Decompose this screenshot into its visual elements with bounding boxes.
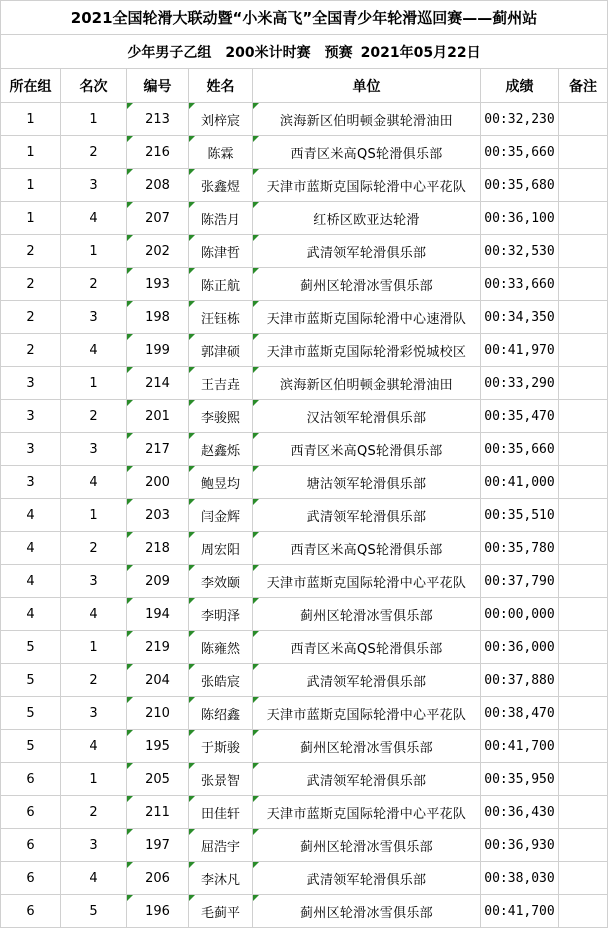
- cell-group: 1: [1, 103, 61, 136]
- cell-name: 张景智: [189, 763, 253, 796]
- table-row: [1, 862, 608, 895]
- cell-unit: 西青区米高QS轮滑俱乐部: [253, 136, 481, 169]
- title-row: [1, 1, 608, 35]
- cell-rank: 4: [61, 598, 127, 631]
- cell-name: 毛蓟平: [189, 895, 253, 928]
- cell-note: [559, 136, 608, 169]
- cell-rank: 4: [61, 730, 127, 763]
- cell-number: 218: [127, 532, 189, 565]
- cell-result: 00:32,530: [481, 235, 559, 268]
- table-row: [1, 697, 608, 730]
- cell-name: 刘梓宸: [189, 103, 253, 136]
- event-info: [1, 35, 608, 69]
- cell-result: 00:41,700: [481, 730, 559, 763]
- cell-unit: 红桥区欧亚达轮滑: [253, 202, 481, 235]
- cell-unit: 滨海新区伯明顿金骐轮滑油田: [253, 367, 481, 400]
- table-row: [1, 763, 608, 796]
- cell-result: 00:37,790: [481, 565, 559, 598]
- cell-rank: 1: [61, 499, 127, 532]
- cell-group: 2: [1, 268, 61, 301]
- cell-result: 00:00,000: [481, 598, 559, 631]
- cell-group: 5: [1, 697, 61, 730]
- cell-result: 00:36,100: [481, 202, 559, 235]
- cell-number: 204: [127, 664, 189, 697]
- cell-number: 209: [127, 565, 189, 598]
- cell-number: 198: [127, 301, 189, 334]
- cell-name: 汪钰栋: [189, 301, 253, 334]
- cell-group: 4: [1, 598, 61, 631]
- cell-name: 鲍昱均: [189, 466, 253, 499]
- cell-unit: 武清领军轮滑俱乐部: [253, 499, 481, 532]
- cell-number: 196: [127, 895, 189, 928]
- table-row: [1, 796, 608, 829]
- cell-group: 2: [1, 235, 61, 268]
- cell-group: 3: [1, 433, 61, 466]
- table-row: [1, 829, 608, 862]
- table-row: [1, 334, 608, 367]
- cell-number: 194: [127, 598, 189, 631]
- header-rank: 名次: [61, 69, 127, 103]
- table-row: [1, 103, 608, 136]
- cell-number: 202: [127, 235, 189, 268]
- table-row: [1, 631, 608, 664]
- cell-rank: 4: [61, 202, 127, 235]
- cell-rank: 3: [61, 433, 127, 466]
- cell-unit: 天津市蓝斯克国际轮滑彩悦城校区: [253, 334, 481, 367]
- cell-group: 2: [1, 334, 61, 367]
- table-row: [1, 169, 608, 202]
- cell-number: 207: [127, 202, 189, 235]
- table-row: [1, 433, 608, 466]
- table-row: [1, 598, 608, 631]
- cell-unit: 滨海新区伯明顿金骐轮滑油田: [253, 103, 481, 136]
- cell-rank: 3: [61, 565, 127, 598]
- cell-name: 陈雍然: [189, 631, 253, 664]
- cell-note: [559, 565, 608, 598]
- cell-name: 李明泽: [189, 598, 253, 631]
- cell-rank: 1: [61, 367, 127, 400]
- cell-note: [559, 664, 608, 697]
- cell-number: 195: [127, 730, 189, 763]
- cell-name: 陈浩月: [189, 202, 253, 235]
- cell-name: 张皓宸: [189, 664, 253, 697]
- cell-note: [559, 895, 608, 928]
- cell-number: 199: [127, 334, 189, 367]
- cell-unit: 天津市蓝斯克国际轮滑中心平花队: [253, 169, 481, 202]
- cell-result: 00:36,000: [481, 631, 559, 664]
- cell-note: [559, 268, 608, 301]
- group-label: 少年男子乙组: [127, 44, 212, 61]
- table-row: [1, 235, 608, 268]
- cell-group: 3: [1, 400, 61, 433]
- cell-name: 李沐凡: [189, 862, 253, 895]
- cell-unit: 西青区米高QS轮滑俱乐部: [253, 532, 481, 565]
- cell-rank: 3: [61, 697, 127, 730]
- cell-note: [559, 499, 608, 532]
- cell-note: [559, 235, 608, 268]
- cell-note: [559, 862, 608, 895]
- cell-note: [559, 202, 608, 235]
- cell-rank: 3: [61, 829, 127, 862]
- cell-result: 00:38,470: [481, 697, 559, 730]
- cell-name: 田佳轩: [189, 796, 253, 829]
- cell-result: 00:35,950: [481, 763, 559, 796]
- cell-group: 6: [1, 829, 61, 862]
- table-row: [1, 367, 608, 400]
- cell-rank: 1: [61, 103, 127, 136]
- cell-group: 6: [1, 796, 61, 829]
- table-row: [1, 565, 608, 598]
- cell-number: 200: [127, 466, 189, 499]
- cell-note: [559, 730, 608, 763]
- cell-note: [559, 169, 608, 202]
- cell-result: 00:35,660: [481, 433, 559, 466]
- table-row: [1, 730, 608, 763]
- cell-number: 203: [127, 499, 189, 532]
- table-row: [1, 499, 608, 532]
- cell-result: 00:35,510: [481, 499, 559, 532]
- cell-rank: 2: [61, 136, 127, 169]
- table-row: [1, 400, 608, 433]
- cell-number: 219: [127, 631, 189, 664]
- cell-unit: 武清领军轮滑俱乐部: [253, 763, 481, 796]
- cell-unit: 塘沽领军轮滑俱乐部: [253, 466, 481, 499]
- header-row: [1, 69, 608, 103]
- cell-result: 00:37,880: [481, 664, 559, 697]
- cell-unit: 天津市蓝斯克国际轮滑中心平花队: [253, 697, 481, 730]
- cell-unit: 天津市蓝斯克国际轮滑中心速滑队: [253, 301, 481, 334]
- cell-rank: 4: [61, 466, 127, 499]
- cell-number: 216: [127, 136, 189, 169]
- cell-rank: 2: [61, 268, 127, 301]
- cell-name: 陈绍鑫: [189, 697, 253, 730]
- cell-group: 4: [1, 499, 61, 532]
- cell-group: 2: [1, 301, 61, 334]
- table-row: [1, 202, 608, 235]
- cell-number: 201: [127, 400, 189, 433]
- cell-rank: 2: [61, 664, 127, 697]
- cell-group: 6: [1, 895, 61, 928]
- event-label: 200米计时赛: [225, 44, 311, 61]
- header-name: 姓名: [189, 69, 253, 103]
- cell-name: 李骏熙: [189, 400, 253, 433]
- table-row: [1, 136, 608, 169]
- cell-name: 闫金辉: [189, 499, 253, 532]
- cell-rank: 4: [61, 334, 127, 367]
- cell-note: [559, 367, 608, 400]
- table-row: [1, 268, 608, 301]
- cell-rank: 4: [61, 862, 127, 895]
- cell-result: 00:33,660: [481, 268, 559, 301]
- cell-rank: 1: [61, 763, 127, 796]
- cell-name: 王吉垚: [189, 367, 253, 400]
- header-number: 编号: [127, 69, 189, 103]
- cell-number: 210: [127, 697, 189, 730]
- cell-group: 1: [1, 169, 61, 202]
- cell-group: 1: [1, 202, 61, 235]
- cell-unit: 天津市蓝斯克国际轮滑中心平花队: [253, 796, 481, 829]
- cell-number: 213: [127, 103, 189, 136]
- cell-result: 00:35,660: [481, 136, 559, 169]
- cell-group: 6: [1, 862, 61, 895]
- subtitle-row: [1, 35, 608, 69]
- cell-name: 陈津哲: [189, 235, 253, 268]
- cell-number: 205: [127, 763, 189, 796]
- cell-result: 00:34,350: [481, 301, 559, 334]
- cell-unit: 蓟州区轮滑冰雪俱乐部: [253, 895, 481, 928]
- cell-group: 5: [1, 730, 61, 763]
- table-row: [1, 301, 608, 334]
- date-label: 2021年05月22日: [360, 44, 481, 61]
- cell-number: 211: [127, 796, 189, 829]
- cell-rank: 2: [61, 796, 127, 829]
- cell-number: 208: [127, 169, 189, 202]
- cell-rank: 3: [61, 169, 127, 202]
- cell-group: 1: [1, 136, 61, 169]
- cell-unit: 武清领军轮滑俱乐部: [253, 862, 481, 895]
- cell-unit: 蓟州区轮滑冰雪俱乐部: [253, 730, 481, 763]
- cell-note: [559, 763, 608, 796]
- cell-unit: 西青区米高QS轮滑俱乐部: [253, 631, 481, 664]
- cell-result: 00:35,680: [481, 169, 559, 202]
- cell-group: 6: [1, 763, 61, 796]
- cell-number: 217: [127, 433, 189, 466]
- cell-unit: 蓟州区轮滑冰雪俱乐部: [253, 829, 481, 862]
- cell-unit: 蓟州区轮滑冰雪俱乐部: [253, 598, 481, 631]
- table-row: [1, 895, 608, 928]
- cell-result: 00:41,970: [481, 334, 559, 367]
- table-row: [1, 466, 608, 499]
- cell-name: 周宏阳: [189, 532, 253, 565]
- cell-group: 5: [1, 664, 61, 697]
- header-note: 备注: [559, 69, 608, 103]
- cell-result: 00:35,780: [481, 532, 559, 565]
- cell-unit: 武清领军轮滑俱乐部: [253, 235, 481, 268]
- header-result: 成绩: [481, 69, 559, 103]
- cell-group: 3: [1, 367, 61, 400]
- cell-name: 赵鑫烁: [189, 433, 253, 466]
- cell-unit: 西青区米高QS轮滑俱乐部: [253, 433, 481, 466]
- cell-name: 陈霖: [189, 136, 253, 169]
- cell-note: [559, 301, 608, 334]
- cell-note: [559, 466, 608, 499]
- cell-name: 张鑫煜: [189, 169, 253, 202]
- cell-result: 00:33,290: [481, 367, 559, 400]
- cell-number: 197: [127, 829, 189, 862]
- cell-name: 屈浩宇: [189, 829, 253, 862]
- header-unit: 单位: [253, 69, 481, 103]
- cell-rank: 2: [61, 532, 127, 565]
- cell-rank: 3: [61, 301, 127, 334]
- cell-note: [559, 697, 608, 730]
- cell-result: 00:32,230: [481, 103, 559, 136]
- header-group: 所在组: [1, 69, 61, 103]
- cell-rank: 1: [61, 235, 127, 268]
- cell-note: [559, 334, 608, 367]
- cell-unit: 汉沽领军轮滑俱乐部: [253, 400, 481, 433]
- cell-unit: 武清领军轮滑俱乐部: [253, 664, 481, 697]
- cell-note: [559, 433, 608, 466]
- cell-note: [559, 796, 608, 829]
- cell-group: 4: [1, 532, 61, 565]
- cell-number: 206: [127, 862, 189, 895]
- cell-name: 李效颐: [189, 565, 253, 598]
- cell-note: [559, 829, 608, 862]
- cell-rank: 1: [61, 631, 127, 664]
- cell-result: 00:35,470: [481, 400, 559, 433]
- cell-name: 陈正航: [189, 268, 253, 301]
- cell-result: 00:36,430: [481, 796, 559, 829]
- cell-note: [559, 598, 608, 631]
- round-label: 预赛: [324, 44, 353, 61]
- cell-name: 于斯骏: [189, 730, 253, 763]
- cell-number: 214: [127, 367, 189, 400]
- cell-group: 3: [1, 466, 61, 499]
- cell-note: [559, 631, 608, 664]
- cell-name: 郭津硕: [189, 334, 253, 367]
- page-title: 2021全国轮滑大联动暨“小米高飞”全国青少年轮滑巡回赛——蓟州站: [1, 1, 608, 35]
- table-row: [1, 532, 608, 565]
- cell-result: 00:41,000: [481, 466, 559, 499]
- cell-note: [559, 103, 608, 136]
- cell-note: [559, 400, 608, 433]
- cell-result: 00:36,930: [481, 829, 559, 862]
- cell-unit: 天津市蓝斯克国际轮滑中心平花队: [253, 565, 481, 598]
- cell-note: [559, 532, 608, 565]
- cell-number: 193: [127, 268, 189, 301]
- cell-group: 4: [1, 565, 61, 598]
- cell-unit: 蓟州区轮滑冰雪俱乐部: [253, 268, 481, 301]
- table-row: [1, 664, 608, 697]
- cell-group: 5: [1, 631, 61, 664]
- cell-result: 00:41,700: [481, 895, 559, 928]
- cell-rank: 5: [61, 895, 127, 928]
- cell-result: 00:38,030: [481, 862, 559, 895]
- cell-rank: 2: [61, 400, 127, 433]
